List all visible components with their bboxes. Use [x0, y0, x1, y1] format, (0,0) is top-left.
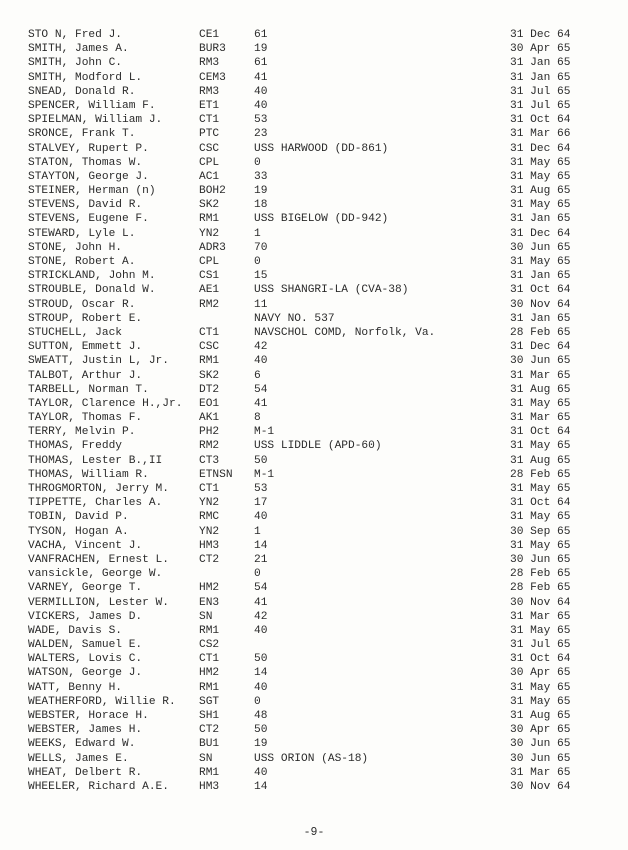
- roster-row: [0, 170, 628, 184]
- entry-rate: AC1: [199, 170, 220, 183]
- entry-name: SWEATT, Justin L, Jr.: [28, 355, 169, 368]
- entry-name: STROUP, Robert E.: [28, 312, 143, 325]
- entry-assignment: 41: [254, 71, 268, 84]
- entry-rate: DT2: [199, 383, 220, 396]
- entry-name: TAYLOR, Clarence H.,Jr.: [28, 397, 183, 410]
- roster-row: [0, 510, 628, 524]
- entry-name: STATON, Thomas W.: [28, 156, 143, 169]
- entry-assignment: 42: [254, 341, 268, 354]
- entry-date: 31 May 65: [510, 199, 571, 212]
- entry-assignment: 61: [254, 57, 268, 70]
- roster-row: [0, 227, 628, 241]
- entry-date: 30 Apr 65: [510, 724, 571, 737]
- roster-row: [0, 340, 628, 354]
- entry-date: 31 Dec 64: [510, 341, 571, 354]
- roster-row: [0, 127, 628, 141]
- entry-rate: RM1: [199, 766, 220, 779]
- entry-date: 31 Dec 64: [510, 142, 571, 155]
- entry-date: 28 Feb 65: [510, 326, 571, 339]
- roster-row: [0, 553, 628, 567]
- entry-name: WATSON, George J.: [28, 667, 143, 680]
- entry-assignment: 53: [254, 483, 268, 495]
- entry-name: THOMAS, William R.: [28, 468, 149, 481]
- entry-date: 31 May 65: [510, 256, 571, 268]
- roster-row: [0, 212, 628, 226]
- entry-date: 31 May 65: [510, 681, 571, 694]
- entry-date: 31 Mar 65: [510, 369, 571, 382]
- entry-rate: RM1: [199, 681, 220, 694]
- entry-name: WHEAT, Delbert R.: [28, 766, 143, 779]
- entry-name: WEEKS, Edward W.: [28, 738, 136, 751]
- entry-name: VACHA, Vincent J.: [28, 539, 143, 552]
- entry-assignment: 14: [254, 539, 268, 552]
- roster-row: [0, 482, 628, 496]
- roster-row: [0, 56, 628, 70]
- entry-assignment: 1: [254, 525, 261, 538]
- entry-name: TALBOT, Arthur J.: [28, 369, 143, 382]
- entry-assignment: 0: [254, 695, 261, 708]
- entry-assignment: 33: [254, 170, 268, 183]
- entry-rate: CSC: [199, 341, 220, 354]
- entry-date: 31 May 65: [510, 170, 571, 183]
- entry-assignment: 8: [254, 412, 261, 425]
- roster-row: [0, 539, 628, 553]
- entry-rate: ET1: [199, 99, 220, 112]
- entry-rate: YN2: [199, 497, 220, 510]
- entry-name: WEBSTER, James H.: [28, 724, 143, 737]
- entry-date: 30 Jun 65: [510, 752, 571, 765]
- roster-row: [0, 198, 628, 212]
- entry-date: 30 Apr 65: [510, 667, 571, 680]
- entry-assignment: 54: [254, 582, 268, 595]
- entry-assignment: 19: [254, 738, 268, 751]
- entry-assignment: 19: [254, 185, 268, 198]
- entry-date: 31 Mar 66: [510, 128, 571, 141]
- entry-assignment: USS SHANGRI-LA (CVA-38): [254, 284, 409, 297]
- entry-name: STALVEY, Rupert P.: [28, 142, 149, 155]
- entry-rate: CPL: [199, 256, 220, 268]
- entry-date: 30 Nov 64: [510, 780, 571, 793]
- entry-date: 28 Feb 65: [510, 568, 571, 581]
- entry-date: 31 Oct 64: [510, 497, 571, 510]
- entry-name: STEVENS, David R.: [28, 199, 143, 212]
- entry-assignment: M-1: [254, 468, 275, 481]
- entry-name: WELLS, James E.: [28, 752, 129, 765]
- entry-rate: EN3: [199, 596, 220, 609]
- entry-assignment: 18: [254, 199, 268, 212]
- entry-date: 31 Jul 65: [510, 99, 571, 112]
- entry-rate: PH2: [199, 426, 220, 439]
- entry-name: WATT, Benny H.: [28, 681, 122, 694]
- entry-assignment: 70: [254, 241, 268, 254]
- entry-name: THROGMORTON, Jerry M.: [28, 483, 169, 495]
- entry-rate: CT1: [199, 326, 220, 339]
- entry-name: STEVENS, Eugene F.: [28, 213, 149, 226]
- entry-date: 31 May 65: [510, 397, 571, 410]
- entry-rate: HM2: [199, 667, 220, 680]
- entry-rate: CS2: [199, 639, 220, 652]
- entry-date: 31 Jan 65: [510, 312, 571, 325]
- entry-rate: SH1: [199, 710, 220, 722]
- entry-rate: YN2: [199, 227, 220, 240]
- entry-date: 28 Feb 65: [510, 468, 571, 481]
- entry-name: vansickle, George W.: [28, 568, 163, 581]
- roster-row: [0, 752, 628, 766]
- entry-name: TIPPETTE, Charles A.: [28, 497, 163, 510]
- entry-name: STEWARD, Lyle L.: [28, 227, 136, 240]
- entry-date: 31 Aug 65: [510, 710, 571, 722]
- entry-name: TAYLOR, Thomas F.: [28, 412, 143, 425]
- entry-assignment: M-1: [254, 426, 275, 439]
- entry-rate: CT2: [199, 553, 220, 566]
- entry-date: 31 May 65: [510, 624, 571, 637]
- roster-row: [0, 369, 628, 383]
- entry-assignment: 61: [254, 29, 268, 41]
- entry-date: 30 Apr 65: [510, 43, 571, 56]
- entry-rate: CEM3: [199, 71, 226, 84]
- entry-date: 31 Mar 65: [510, 412, 571, 425]
- entry-date: 31 Jul 65: [510, 639, 571, 652]
- entry-date: 31 May 65: [510, 440, 571, 453]
- entry-name: STEINER, Herman (n): [28, 185, 156, 198]
- entry-assignment: 6: [254, 369, 261, 382]
- roster-row: [0, 766, 628, 780]
- entry-date: 31 Mar 65: [510, 766, 571, 779]
- entry-rate: RM3: [199, 85, 220, 98]
- entry-name: STAYTON, George J.: [28, 170, 149, 183]
- entry-assignment: 1: [254, 227, 261, 240]
- entry-name: THOMAS, Lester B.,II: [28, 454, 163, 467]
- entry-assignment: 41: [254, 596, 268, 609]
- entry-rate: RM1: [199, 624, 220, 637]
- entry-rate: CPL: [199, 156, 220, 169]
- entry-name: STUCHELL, Jack: [28, 326, 122, 339]
- roster-row: [0, 723, 628, 737]
- entry-assignment: 14: [254, 667, 268, 680]
- entry-name: WALTERS, Lovis C.: [28, 653, 143, 666]
- entry-rate: RM2: [199, 298, 220, 311]
- entry-assignment: 0: [254, 156, 261, 169]
- roster-list: [0, 28, 628, 794]
- entry-date: 30 Jun 65: [510, 738, 571, 751]
- entry-assignment: 53: [254, 114, 268, 127]
- entry-rate: EO1: [199, 397, 220, 410]
- roster-row: [0, 780, 628, 794]
- entry-rate: HM3: [199, 539, 220, 552]
- entry-name: SNEAD, Donald R.: [28, 85, 136, 98]
- roster-row: [0, 269, 628, 283]
- entry-rate: AE1: [199, 284, 220, 297]
- entry-assignment: 14: [254, 780, 268, 793]
- roster-row: [0, 411, 628, 425]
- roster-row: [0, 652, 628, 666]
- roster-row: [0, 42, 628, 56]
- roster-row: [0, 624, 628, 638]
- entry-rate: CS1: [199, 270, 220, 283]
- entry-name: WEBSTER, Horace H.: [28, 710, 149, 722]
- roster-row: [0, 454, 628, 468]
- entry-name: SUTTON, Emmett J.: [28, 341, 143, 354]
- entry-date: 31 Jan 65: [510, 57, 571, 70]
- roster-row: [0, 85, 628, 99]
- entry-assignment: NAVSCHOL COMD, Norfolk, Va.: [254, 326, 436, 339]
- entry-name: STONE, John H.: [28, 241, 122, 254]
- entry-rate: CE1: [199, 29, 220, 41]
- entry-date: 31 May 65: [510, 511, 571, 524]
- entry-date: 31 Jan 65: [510, 213, 571, 226]
- roster-row: [0, 255, 628, 269]
- entry-assignment: 41: [254, 397, 268, 410]
- roster-row: [0, 695, 628, 709]
- entry-assignment: 54: [254, 383, 268, 396]
- roster-row: [0, 468, 628, 482]
- roster-row: [0, 312, 628, 326]
- entry-name: VARNEY, George T.: [28, 582, 143, 595]
- entry-name: STROUBLE, Donald W.: [28, 284, 156, 297]
- entry-assignment: 23: [254, 128, 268, 141]
- entry-name: STO N, Fred J.: [28, 29, 122, 41]
- entry-date: 30 Sep 65: [510, 525, 571, 538]
- entry-assignment: 40: [254, 766, 268, 779]
- entry-name: VANFRACHEN, Ernest L.: [28, 553, 169, 566]
- entry-rate: BU1: [199, 738, 220, 751]
- entry-rate: CT1: [199, 483, 220, 495]
- roster-row: [0, 567, 628, 581]
- entry-date: 30 Nov 64: [510, 596, 571, 609]
- roster-row: [0, 638, 628, 652]
- entry-name: TERRY, Melvin P.: [28, 426, 136, 439]
- entry-date: 31 May 65: [510, 539, 571, 552]
- entry-assignment: 50: [254, 724, 268, 737]
- entry-date: 31 Dec 64: [510, 29, 571, 41]
- entry-name: SPENCER, William F.: [28, 99, 156, 112]
- roster-row: [0, 142, 628, 156]
- entry-name: WHEELER, Richard A.E.: [28, 780, 169, 793]
- entry-rate: SN: [199, 752, 213, 765]
- entry-date: 31 May 65: [510, 695, 571, 708]
- entry-name: WEATHERFORD, Willie R.: [28, 695, 176, 708]
- page-number: -9-: [303, 826, 325, 839]
- entry-rate: CSC: [199, 142, 220, 155]
- roster-row: [0, 439, 628, 453]
- entry-name: TARBELL, Norman T.: [28, 383, 149, 396]
- entry-date: 31 Oct 64: [510, 426, 571, 439]
- entry-date: 31 Aug 65: [510, 454, 571, 467]
- roster-row: [0, 525, 628, 539]
- entry-date: 28 Feb 65: [510, 582, 571, 595]
- roster-row: [0, 383, 628, 397]
- entry-assignment: USS HARWOOD (DD-861): [254, 142, 389, 155]
- entry-date: 30 Jun 65: [510, 241, 571, 254]
- roster-row: [0, 99, 628, 113]
- entry-rate: SK2: [199, 199, 220, 212]
- entry-rate: YN2: [199, 525, 220, 538]
- roster-row: [0, 425, 628, 439]
- entry-rate: PTC: [199, 128, 220, 141]
- entry-assignment: 48: [254, 710, 268, 722]
- roster-row: [0, 283, 628, 297]
- roster-row: [0, 737, 628, 751]
- entry-rate: RMC: [199, 511, 220, 524]
- entry-rate: SGT: [199, 695, 220, 708]
- entry-name: TOBIN, David P.: [28, 511, 129, 524]
- entry-rate: CT2: [199, 724, 220, 737]
- entry-name: THOMAS, Freddy: [28, 440, 122, 453]
- entry-assignment: 50: [254, 454, 268, 467]
- roster-row: [0, 326, 628, 340]
- entry-name: VICKERS, James D.: [28, 610, 143, 623]
- entry-assignment: USS BIGELOW (DD-942): [254, 213, 389, 226]
- entry-assignment: 40: [254, 85, 268, 98]
- entry-date: 30 Nov 64: [510, 298, 571, 311]
- entry-date: 31 Aug 65: [510, 383, 571, 396]
- entry-rate: BOH2: [199, 185, 226, 198]
- entry-name: TYSON, Hogan A.: [28, 525, 129, 538]
- entry-rate: ETNSN: [199, 468, 233, 481]
- entry-date: 31 May 65: [510, 156, 571, 169]
- entry-rate: SN: [199, 610, 213, 623]
- entry-date: 30 Jun 65: [510, 553, 571, 566]
- entry-date: 31 Mar 65: [510, 610, 571, 623]
- entry-rate: CT3: [199, 454, 220, 467]
- entry-assignment: 0: [254, 256, 261, 268]
- entry-date: 31 Jan 65: [510, 71, 571, 84]
- entry-rate: RM1: [199, 213, 220, 226]
- entry-name: WALDEN, Samuel E.: [28, 639, 143, 652]
- roster-row: [0, 666, 628, 680]
- entry-rate: AK1: [199, 412, 220, 425]
- entry-date: 31 Jan 65: [510, 270, 571, 283]
- entry-name: SMITH, John C.: [28, 57, 122, 70]
- entry-rate: RM3: [199, 57, 220, 70]
- entry-assignment: 50: [254, 653, 268, 666]
- entry-assignment: 40: [254, 355, 268, 368]
- entry-assignment: 17: [254, 497, 268, 510]
- roster-row: [0, 681, 628, 695]
- roster-row: [0, 397, 628, 411]
- entry-assignment: NAVY NO. 537: [254, 312, 335, 325]
- entry-date: 30 Jun 65: [510, 355, 571, 368]
- roster-row: [0, 241, 628, 255]
- entry-name: STRICKLAND, John M.: [28, 270, 156, 283]
- roster-row: [0, 354, 628, 368]
- roster-row: [0, 156, 628, 170]
- roster-row: [0, 113, 628, 127]
- roster-row: [0, 71, 628, 85]
- entry-name: VERMILLION, Lester W.: [28, 596, 169, 609]
- entry-rate: HM2: [199, 582, 220, 595]
- entry-assignment: 40: [254, 624, 268, 637]
- entry-date: 31 Jul 65: [510, 85, 571, 98]
- entry-assignment: 19: [254, 43, 268, 56]
- entry-rate: ADR3: [199, 241, 226, 254]
- entry-name: SRONCE, Frank T.: [28, 128, 136, 141]
- entry-name: STONE, Robert A.: [28, 256, 136, 268]
- entry-assignment: USS ORION (AS-18): [254, 752, 369, 765]
- entry-assignment: 0: [254, 568, 261, 581]
- entry-date: 31 Dec 64: [510, 227, 571, 240]
- entry-date: 31 Oct 64: [510, 114, 571, 127]
- entry-rate: SK2: [199, 369, 220, 382]
- entry-rate: RM1: [199, 355, 220, 368]
- roster-row: [0, 596, 628, 610]
- entry-rate: RM2: [199, 440, 220, 453]
- roster-row: [0, 581, 628, 595]
- roster-row: [0, 28, 628, 42]
- entry-name: SPIELMAN, William J.: [28, 114, 163, 127]
- entry-assignment: 15: [254, 270, 268, 283]
- entry-date: 31 Oct 64: [510, 284, 571, 297]
- roster-row: [0, 610, 628, 624]
- roster-row: [0, 184, 628, 198]
- entry-rate: CT1: [199, 114, 220, 127]
- entry-name: SMITH, Modford L.: [28, 71, 143, 84]
- entry-rate: BUR3: [199, 43, 226, 56]
- roster-row: [0, 496, 628, 510]
- entry-date: 31 May 65: [510, 483, 571, 495]
- entry-assignment: 40: [254, 511, 268, 524]
- roster-row: [0, 298, 628, 312]
- entry-assignment: 42: [254, 610, 268, 623]
- entry-assignment: 40: [254, 681, 268, 694]
- entry-assignment: 11: [254, 298, 268, 311]
- entry-date: 31 Oct 64: [510, 653, 571, 666]
- entry-name: WADE, Davis S.: [28, 624, 122, 637]
- entry-rate: CT1: [199, 653, 220, 666]
- entry-rate: HM3: [199, 780, 220, 793]
- entry-assignment: 40: [254, 99, 268, 112]
- entry-assignment: 21: [254, 553, 268, 566]
- entry-name: SMITH, James A.: [28, 43, 129, 56]
- entry-name: STROUD, Oscar R.: [28, 298, 136, 311]
- entry-date: 31 Aug 65: [510, 185, 571, 198]
- roster-row: [0, 709, 628, 723]
- entry-assignment: USS LIDDLE (APD-60): [254, 440, 382, 453]
